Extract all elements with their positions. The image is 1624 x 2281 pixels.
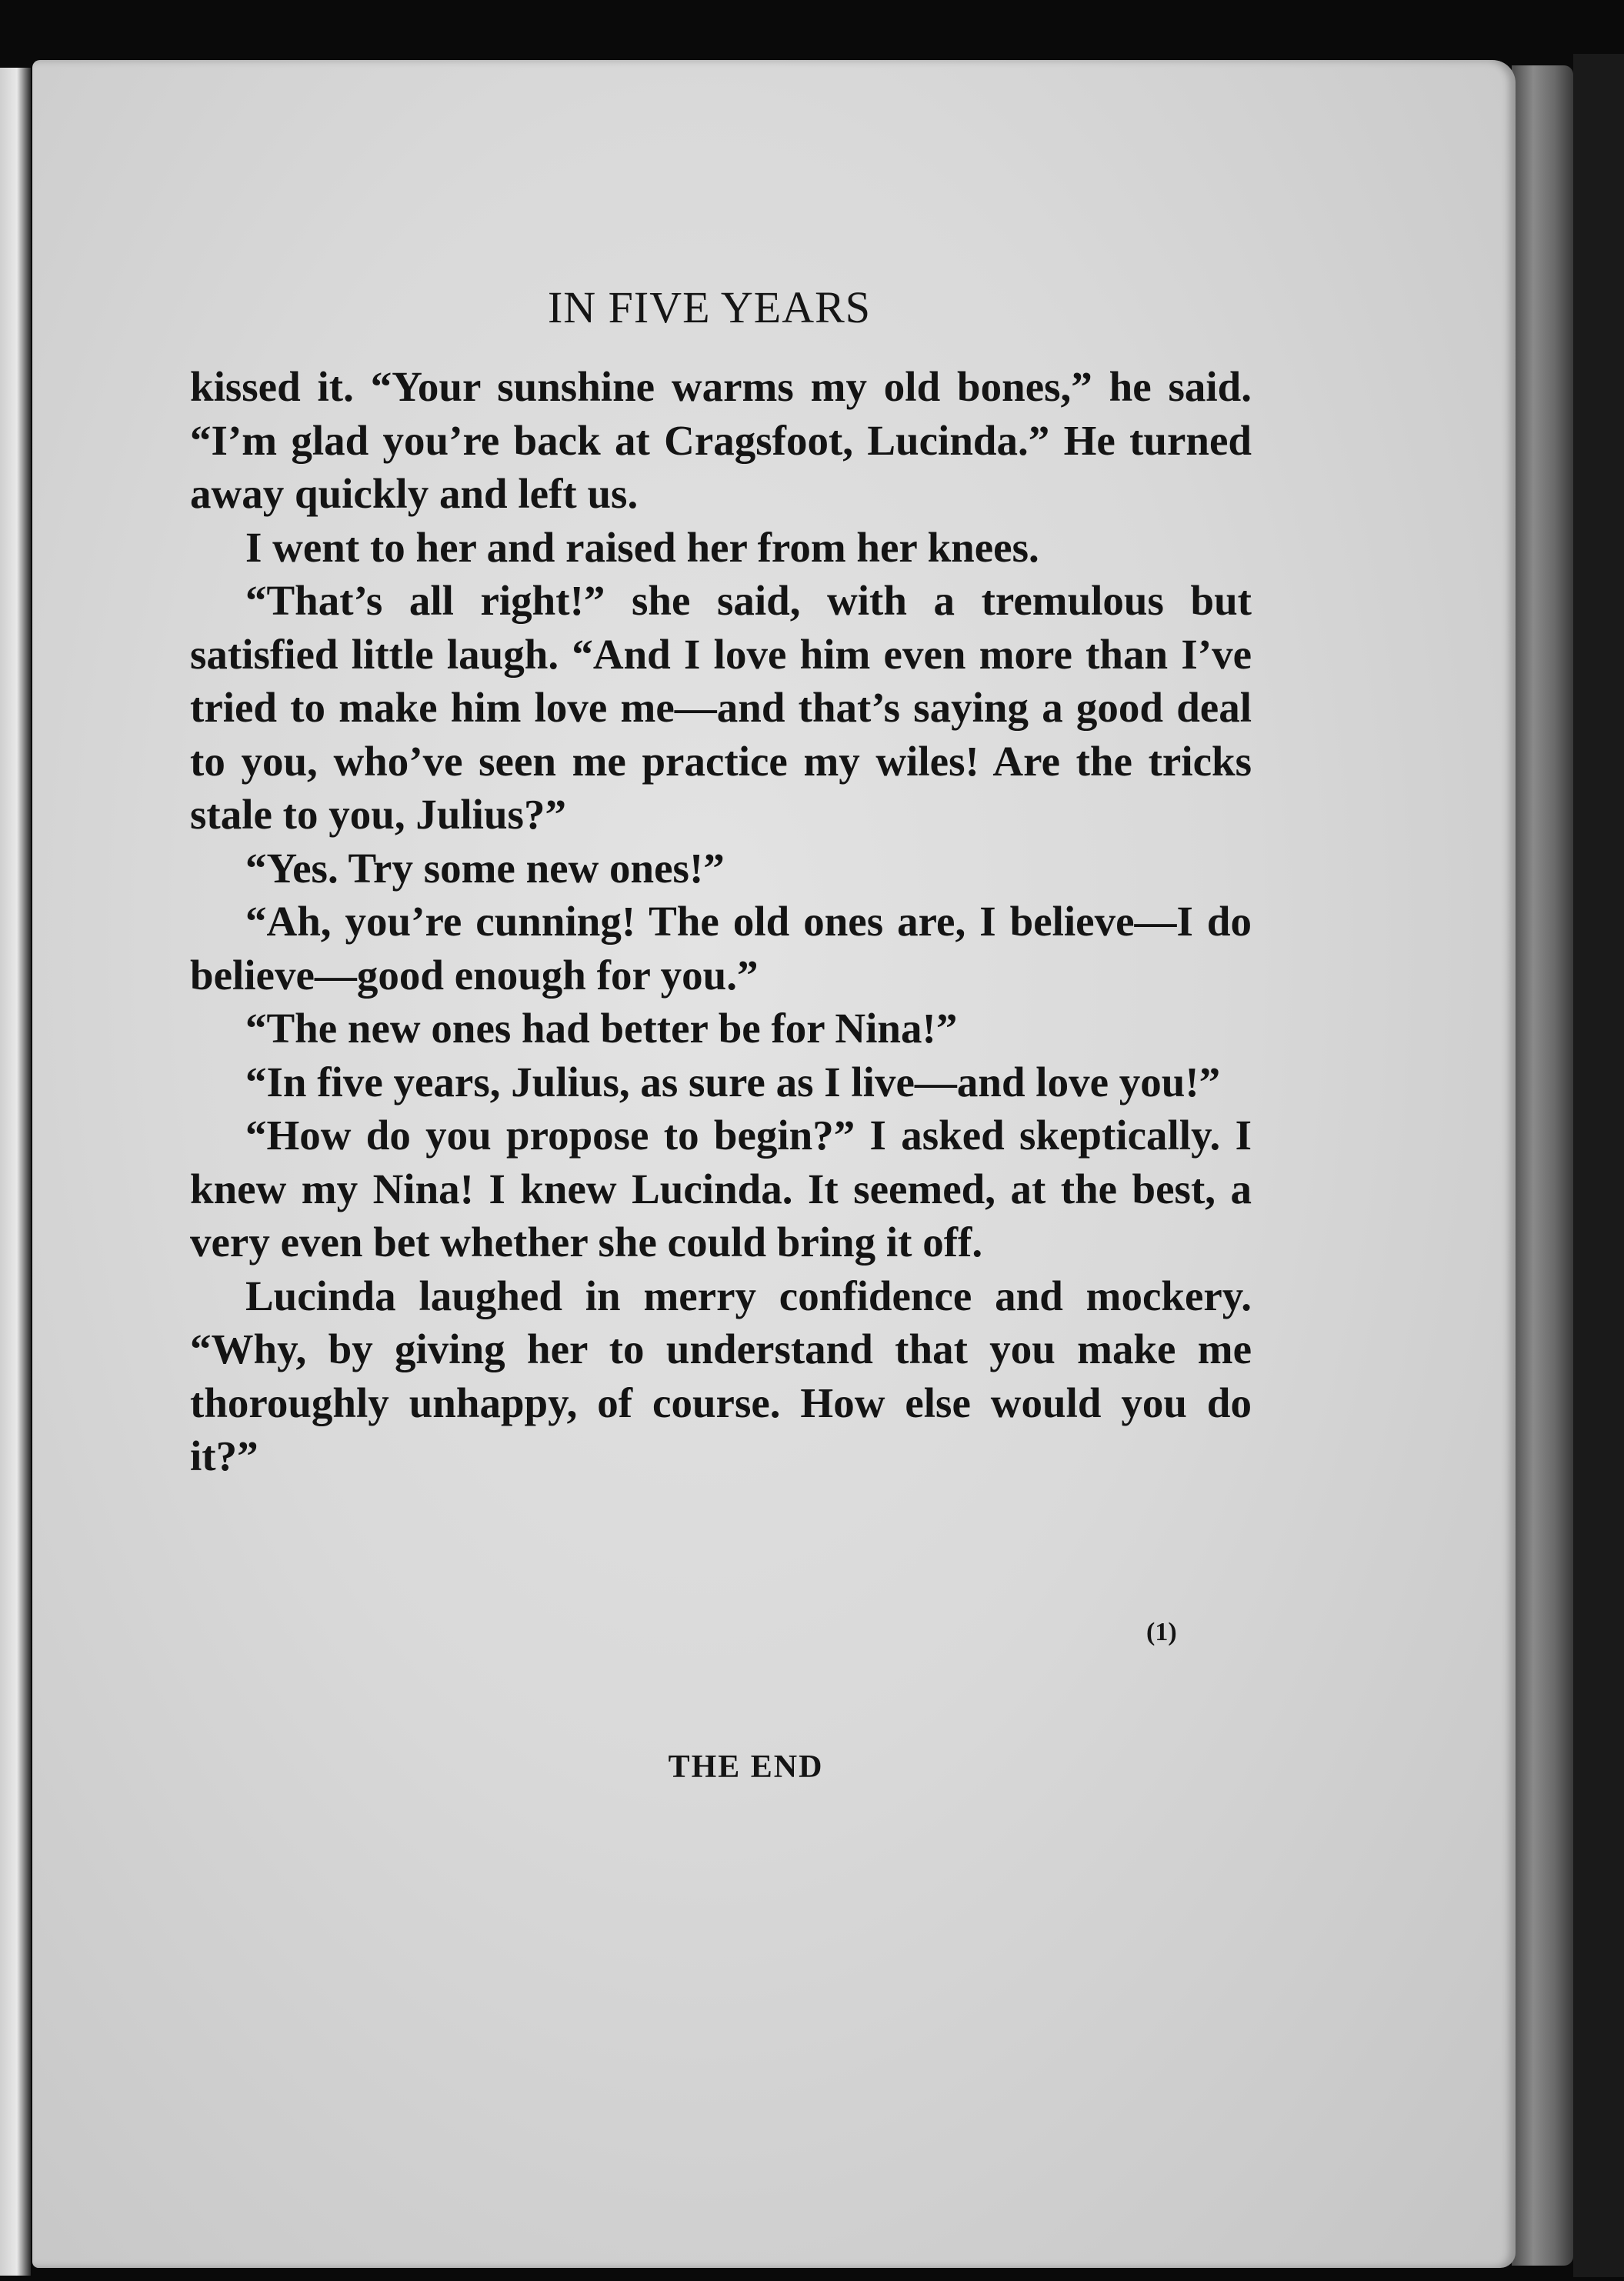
paragraph: kissed it. “Your sunshine warms my old bones,” he said. “I’m glad you’re back at Cragsfoot, Lucinda.” He turned away quickly and left us. [190, 363, 1252, 517]
paragraph: I went to her and raised her from her knees. [245, 523, 1039, 571]
page-fold-shadow [1512, 65, 1573, 2266]
body-text [190, 360, 1252, 1483]
book-edge [1573, 54, 1624, 2277]
paragraph: “In five years, Julius, as sure as I live—and love you!” [245, 1058, 1221, 1105]
paragraph: “The new ones had better be for Nina!” [245, 1005, 958, 1052]
book-page [32, 60, 1516, 2268]
footnote-mark: (1) [1146, 1618, 1177, 1646]
paragraph: “Ah, you’re cunning! The old ones are, I believe—I do believe—good enough for you.” [190, 898, 1252, 999]
paragraph: “How do you propose to begin?” I asked skeptically. I knew my Nina! I knew Lucinda. It seemed, at the best, a very even bet whether she could bring it off. [190, 1112, 1252, 1266]
previous-page-edge [0, 68, 31, 2276]
paragraph: “Yes. Try some new ones!” [245, 844, 725, 892]
paragraph: Lucinda laughed in merry confidence and mockery. “Why, by giving her to understand that you make me thoroughly unhappy, of course. How else would you do it?” [190, 1272, 1252, 1479]
running-head: IN FIVE YEARS [547, 282, 872, 332]
the-end: THE END [668, 1749, 824, 1785]
paragraph: “That’s all right!” she said, with a tremulous but satisfied little laugh. “And I love him even more than I’ve tried to make him love me—and that’s saying a good deal to you, who’ve seen me practice my wiles! Are the tricks stale to you, Julius?” [190, 577, 1252, 838]
